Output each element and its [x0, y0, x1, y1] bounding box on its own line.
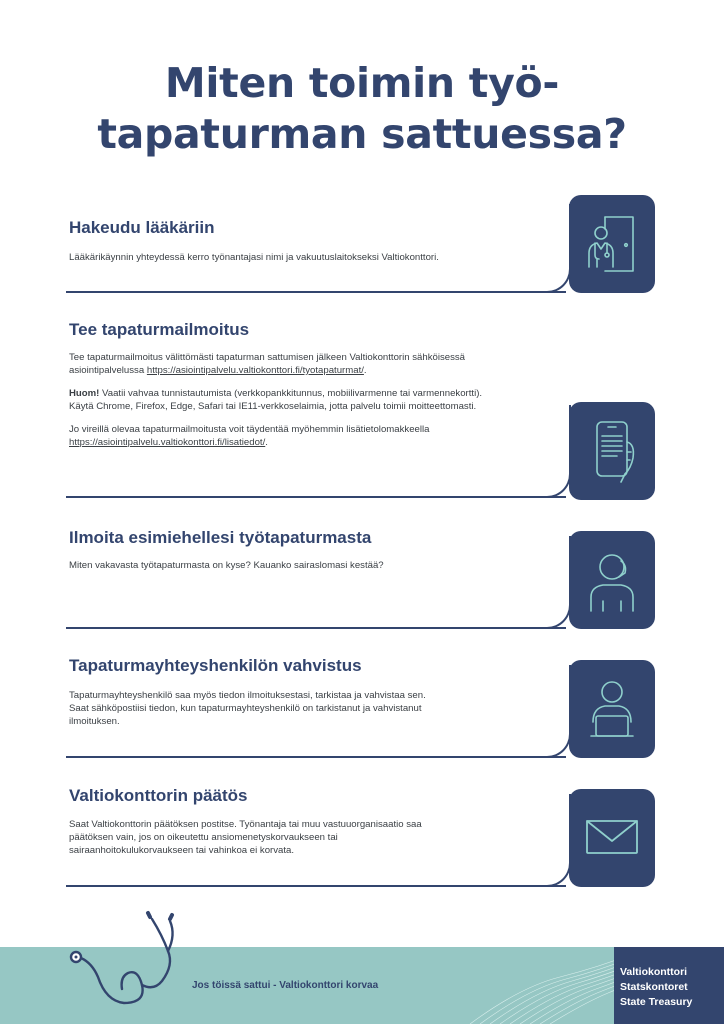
page-title-line-1: Miten toimin työ-: [164, 59, 560, 107]
brand-name-en: State Treasury: [620, 996, 693, 1008]
section-title: Valtiokonttorin päätös: [69, 786, 248, 805]
mobile-phone-icon: [569, 402, 655, 500]
section-body: [69, 559, 519, 582]
asiointipalvelu-link[interactable]: https://asiointipalvelu.valtiokonttori.fi/tyotapaturmat/: [146, 365, 364, 376]
section-paragraph: [69, 351, 494, 377]
person-laptop-icon: [569, 660, 655, 758]
section-title: Ilmoita esimiehellesi työtapaturmasta: [69, 528, 372, 547]
section-paragraph: [69, 423, 494, 449]
section-paragraph: Tapaturmayhteyshenkilö saa myös tiedon ilmoituksestasi, tarkistaa ja vahvistaa sen. Saat sähköpostiisi tiedon, kun tapaturmayhteyshenkilö on tarkistanut ja vahvistanut ilmoituksen.: [69, 690, 426, 727]
section-divider-curve: [543, 536, 571, 629]
section-title: Tee tapaturmailmoitus: [69, 320, 250, 339]
paragraph-text: Jo vireillä olevaa tapaturmailmoitusta voit täydentää myöhemmin lisätietolomakkeella: [69, 424, 430, 435]
paragraph-text: .: [265, 437, 268, 448]
section-paragraph: Lääkärikäynnin yhteydessä kerro työnantajasi nimi ja vakuutuslaitokseksi Valtiokonttori.: [69, 252, 439, 263]
section-divider-curve: [543, 665, 571, 758]
note-label: Huom!: [69, 388, 100, 399]
footer-slogan: Jos töissä sattui - Valtiokonttori korvaa: [192, 980, 379, 991]
section-title: Hakeudu lääkäriin: [69, 218, 215, 237]
lisatiedot-link[interactable]: https://asiointipalvelu.valtiokonttori.fi/lisatiedot/: [69, 437, 266, 448]
paragraph-text: Vaatii vahvaa tunnistautumista (verkkopankkitunnus, mobiilivarmenne tai varmennekortti). Käytä Chrome, Firefox, Edge, Safari tai IE11-verkkoselaimia, jotta palvelu toimii moitteettomasti.: [69, 388, 483, 412]
envelope-icon: [569, 789, 655, 887]
section-paragraph: Miten vakavasta työtapaturmasta on kyse? Kauanko sairaslomasi kestää?: [69, 560, 384, 571]
section-title: Tapaturmayhteyshenkilön vahvistus: [69, 656, 362, 675]
section-paragraph: Saat Valtiokonttorin päätöksen postitse. Työnantaja tai muu vastuuorganisaatio saa päätöksen vain, jos on oikeutettu ansiomenetyskorvaukseen tai sairaanhoitokulukorvaukseen tai vahinkoa ei korvata.: [69, 819, 422, 856]
paragraph-text: Tee tapaturmailmoitus välittömästi tapaturman sattumisen jälkeen Valtiokonttorin sähköisessä asiointipalvelussa: [69, 352, 466, 376]
brand-name-fi: Valtiokonttori: [620, 966, 688, 978]
section-divider: [66, 291, 566, 293]
section-paragraph: [69, 387, 494, 413]
person-phone-icon: [569, 531, 655, 629]
section-divider-curve: [543, 794, 571, 887]
section-body: [69, 818, 464, 867]
section-body: [69, 351, 494, 459]
section-divider: [66, 756, 566, 758]
page-title-line-2: tapaturman sattuessa?: [97, 110, 627, 158]
section-divider: [66, 885, 566, 887]
brand-name-sv: Statskontoret: [620, 981, 688, 993]
paragraph-text: .: [363, 365, 367, 376]
section-body: [69, 689, 429, 738]
section-divider: [66, 496, 566, 498]
page-title: [0, 58, 724, 160]
section-body: [69, 251, 539, 274]
section-divider-curve: [543, 405, 571, 498]
section-divider-curve: [543, 204, 571, 293]
stethoscope-heart-icon: [62, 905, 192, 1017]
doctor-door-icon: [569, 195, 655, 293]
section-divider: [66, 627, 566, 629]
